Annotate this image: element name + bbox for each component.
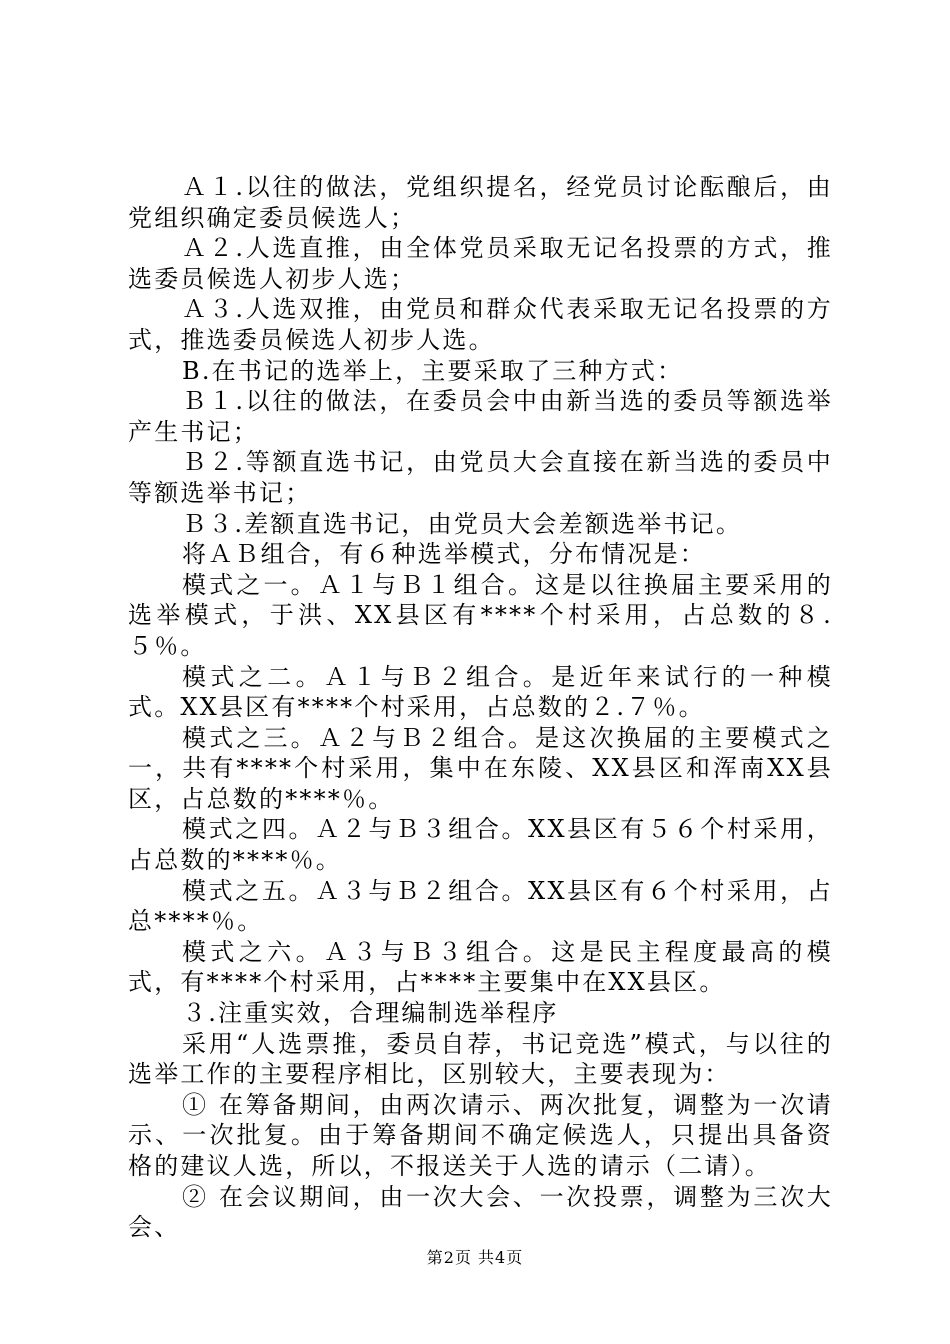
paragraph-b3: Ｂ３.差额直选书记，由党员大会差额选举书记。 bbox=[182, 509, 743, 538]
paragraph-mode-6: 模式之六。Ａ３与Ｂ３组合。这是民主程度最高的模式，有****个村采用，占****主要集中在XX县区。 bbox=[128, 937, 833, 997]
paragraph-procedure-intro: 采用“人选票推，委员自荐，书记竞选”模式，与以往的选举工作的主要程序相比，区别较大，主要表现为： bbox=[128, 1029, 833, 1089]
paragraph-b1: Ｂ１.以往的做法，在委员会中由新当选的委员等额选举产生书记； bbox=[128, 387, 833, 446]
paragraph-procedure-2: ② 在会议期间，由一次大会、一次投票，调整为三次大会、 bbox=[128, 1182, 833, 1242]
document-body bbox=[128, 172, 833, 1243]
page-footer bbox=[0, 1245, 950, 1268]
paragraph-b-heading: B.在书记的选举上，主要采取了三种方式： bbox=[182, 356, 684, 385]
paragraph-a3: Ａ３.人选双推，由党员和群众代表采取无记名投票的方式，推选委员候选人初步人选。 bbox=[128, 295, 833, 354]
paragraph-ab-combination: 将ＡＢ组合，有６种选举模式，分布情况是： bbox=[182, 540, 706, 569]
paragraph-a1: Ａ１.以往的做法，党组织提名，经党员讨论酝酿后，由党组织确定委员候选人； bbox=[128, 173, 833, 232]
page-number: 第2页 共4页 bbox=[426, 1248, 524, 1267]
paragraph-procedure-1: ① 在筹备期间，由两次请示、两次批复，调整为一次请示、一次批复。由于筹备期间不确定候选人，只提出具备资格的建议人选，所以，不报送关于人选的请示（二请）。 bbox=[128, 1090, 833, 1180]
paragraph-b2: Ｂ２.等额直选书记，由党员大会直接在新当选的委员中等额选举书记； bbox=[128, 448, 833, 507]
paragraph-mode-1: 模式之一。Ａ１与Ｂ１组合。这是以往换届主要采用的选举模式，于洪、XX县区有****个村采用，占总数的８.５％。 bbox=[128, 570, 833, 660]
paragraph-a2: Ａ２.人选直推，由全体党员采取无记名投票的方式，推选委员候选人初步人选； bbox=[128, 234, 833, 293]
paragraph-mode-5: 模式之五。Ａ３与Ｂ２组合。XX县区有６个村采用，占总****％。 bbox=[128, 876, 833, 936]
paragraph-mode-4: 模式之四。Ａ２与Ｂ３组合。XX县区有５６个村采用，占总数的****％。 bbox=[128, 815, 833, 875]
section-heading-3: ３.注重实效，合理编制选举程序 bbox=[182, 999, 559, 1028]
paragraph-mode-3: 模式之三。Ａ２与Ｂ２组合。是这次换届的主要模式之一，共有****个村采用，集中在东陵、XX县区和浑南XX县区，占总数的****％。 bbox=[128, 723, 833, 813]
paragraph-mode-2: 模式之二。Ａ１与Ｂ２组合。是近年来试行的一种模式。XX县区有****个村采用，占总数的２.７％。 bbox=[128, 662, 833, 722]
